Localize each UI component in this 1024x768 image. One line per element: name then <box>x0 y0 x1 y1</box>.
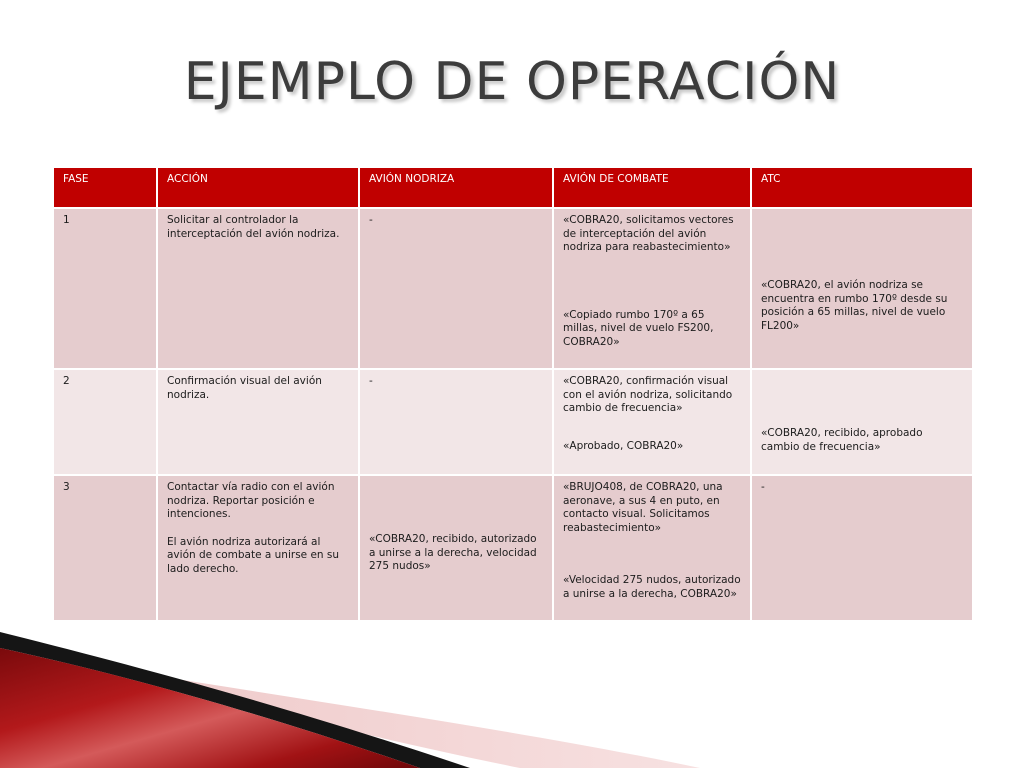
atc-message: «COBRA20, recibido, aprobado cambio de frecuencia» <box>761 427 923 453</box>
nodriza-message: «COBRA20, recibido, autorizado a unirse a la derecha, velocidad 275 nudos» <box>369 533 537 572</box>
combate-message-1: «COBRA20, solicitamos vectores de interceptación del avión nodriza para reabastecimiento» <box>563 214 734 253</box>
cell-atc <box>751 208 973 369</box>
combate-message-2: «Aprobado, COBRA20» <box>563 439 684 452</box>
table-row <box>53 475 973 621</box>
swoosh-black-band <box>0 632 470 768</box>
header-accion: ACCIÓN <box>157 167 359 208</box>
cell-accion <box>157 475 359 621</box>
swoosh-red-band <box>0 648 420 768</box>
combate-message-2: «Velocidad 275 nudos, autorizado a unirse a la derecha, COBRA20» <box>563 574 741 600</box>
operation-table-container <box>52 166 972 622</box>
header-fase: FASE <box>53 167 157 208</box>
cell-atc: - <box>751 475 973 621</box>
cell-accion: Confirmación visual del avión nodriza. <box>157 369 359 475</box>
accion-paragraph-2: El avión nodriza autorizará al avión de combate a unirse en su lado derecho. <box>167 535 340 575</box>
combate-message-1: «BRUJO408, de COBRA20, una aeronave, a sus 4 en puto, en contacto visual. Solicitamos reabastecimiento» <box>563 481 723 534</box>
cell-accion: Solicitar al controlador la interceptación del avión nodriza. <box>157 208 359 369</box>
cell-avion-nodriza <box>359 475 553 621</box>
header-avion-nodriza: AVIÓN NODRIZA <box>359 167 553 208</box>
slide-title: EJEMPLO DE OPERACIÓN <box>183 52 841 112</box>
swoosh-pink-band <box>60 660 700 768</box>
combate-message-2: «Copiado rumbo 170º a 65 millas, nivel de vuelo FS200, COBRA20» <box>563 308 714 348</box>
cell-fase: 1 <box>53 208 157 369</box>
header-avion-de-combate: AVIÓN DE COMBATE <box>553 167 751 208</box>
cell-atc <box>751 369 973 475</box>
cell-avion-de-combate <box>553 369 751 475</box>
table-row <box>53 208 973 369</box>
header-atc: ATC <box>751 167 973 208</box>
cell-fase: 2 <box>53 369 157 475</box>
cell-avion-de-combate <box>553 475 751 621</box>
table-row <box>53 369 973 475</box>
atc-message: «COBRA20, el avión nodriza se encuentra en rumbo 170º desde su posición a 65 millas, nivel de vuelo FL200» <box>761 279 948 332</box>
cell-fase: 3 <box>53 475 157 621</box>
cell-avion-de-combate <box>553 208 751 369</box>
combate-message-1: «COBRA20, confirmación visual con el avión nodriza, solicitando cambio de frecuencia» <box>563 375 733 414</box>
table-header-row <box>53 167 973 208</box>
cell-avion-nodriza: - <box>359 208 553 369</box>
accion-paragraph-1: Contactar vía radio con el avión nodriza. Reportar posición e intenciones. <box>167 481 335 520</box>
operation-table <box>52 166 974 622</box>
cell-avion-nodriza: - <box>359 369 553 475</box>
